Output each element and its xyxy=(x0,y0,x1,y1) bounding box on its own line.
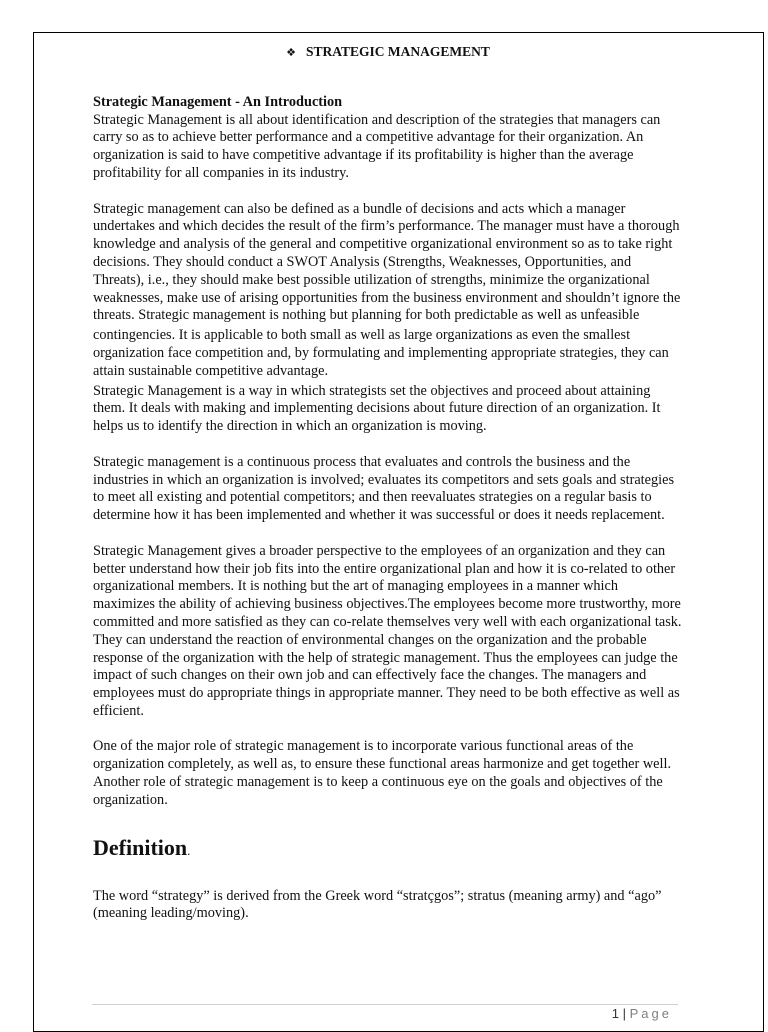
paragraph: contingencies. It is applicable to both small as well as large organizations as even the smallest organization face competition and, by formulating and implementing appropriate strategies, they can attain sustainable competitive advantage. xyxy=(93,327,669,379)
diamond-bullet-icon: ❖ xyxy=(286,46,296,59)
definition-heading xyxy=(93,835,683,864)
paragraph: Strategic management can also be defined as a bundle of decisions and acts which a manager undertakes and which decides the result of the firm’s performance. The manager must have a thorough knowledge and analysis of the general and competitive organizational environment so as to take right decisions. They should conduct a SWOT Analysis (Strengths, Weaknesses, Opportunities, and Threats), i.e., they should make best possible utilization of strengths, minimize the organizational weaknesses, make use of arising opportunities from the business environment and shouldn’t ignore the threats. Strategic management is nothing but planning for both predictable as well as unfeasible xyxy=(93,200,681,324)
footer-divider xyxy=(92,1004,678,1005)
page-footer xyxy=(612,1006,672,1021)
paragraph: Strategic Management is a way in which strategists set the objectives and proceed about attaining them. It deals with making and implementing decisions about future direction of an organization. It helps us to identify the direction in which an organization is moving. xyxy=(93,382,661,435)
definition-heading-dot: . xyxy=(187,842,191,858)
title-text: STRATEGIC MANAGEMENT xyxy=(305,44,490,59)
intro-heading: Strategic Management - An Introduction xyxy=(93,93,343,110)
footer-separator: | xyxy=(622,1006,626,1021)
definition-paragraph: The word “strategy” is derived from the Greek word “stratçgos”; stratus (meaning army) and “ago” (meaning leading/moving). xyxy=(93,887,662,922)
page-label: Page xyxy=(629,1006,672,1021)
page-number: 1 xyxy=(611,1006,619,1021)
paragraph: Strategic Management gives a broader perspective to the employees of an organization and they can better understand how their job fits into the entire organizational plan and how it is co-related to other organizational members. It is nothing but the art of managing employees in a manner which maximizes the ability of achieving business objectives.The employees become more trustworthy, more committed and more satisfied as they can co-relate themselves very well with each organizational task. They can understand the reaction of environmental changes on the organization and the probable response of the organization with the help of strategic management. Thus the employees can judge the impact of such changes on their own job and can effectively face the changes. The managers and employees must do appropriate things in appropriate manner. They need to be both effective as well as efficient. xyxy=(93,542,682,719)
document-body xyxy=(93,43,683,941)
document-title xyxy=(93,43,683,62)
paragraph: One of the major role of strategic management is to incorporate various functional areas of the organization completely, as well as, to ensure these functional areas harmonize and get together well. Another role of strategic management is to keep a continuous eye on the goals and objectives of the organization. xyxy=(93,738,672,808)
paragraph: Strategic management is a continuous process that evaluates and controls the business and the industries in which an organization is involved; evaluates its competitors and sets goals and strategies to meet all existing and potential competitors; and then reevaluates strategies on a regular basis to determine how it has been implemented and whether it was successful or does it needs replacement. xyxy=(93,453,675,524)
paragraph-intro xyxy=(93,94,683,183)
paragraph-text: Strategic Management is all about identification and description of the strategies that managers can carry so as to achieve better performance and a competitive advantage for their organization. An organization is said to have competitive advantage if its profitability is higher than the average profitability for all companies in its industry. xyxy=(93,111,661,181)
definition-heading-text: Definition xyxy=(93,834,188,860)
